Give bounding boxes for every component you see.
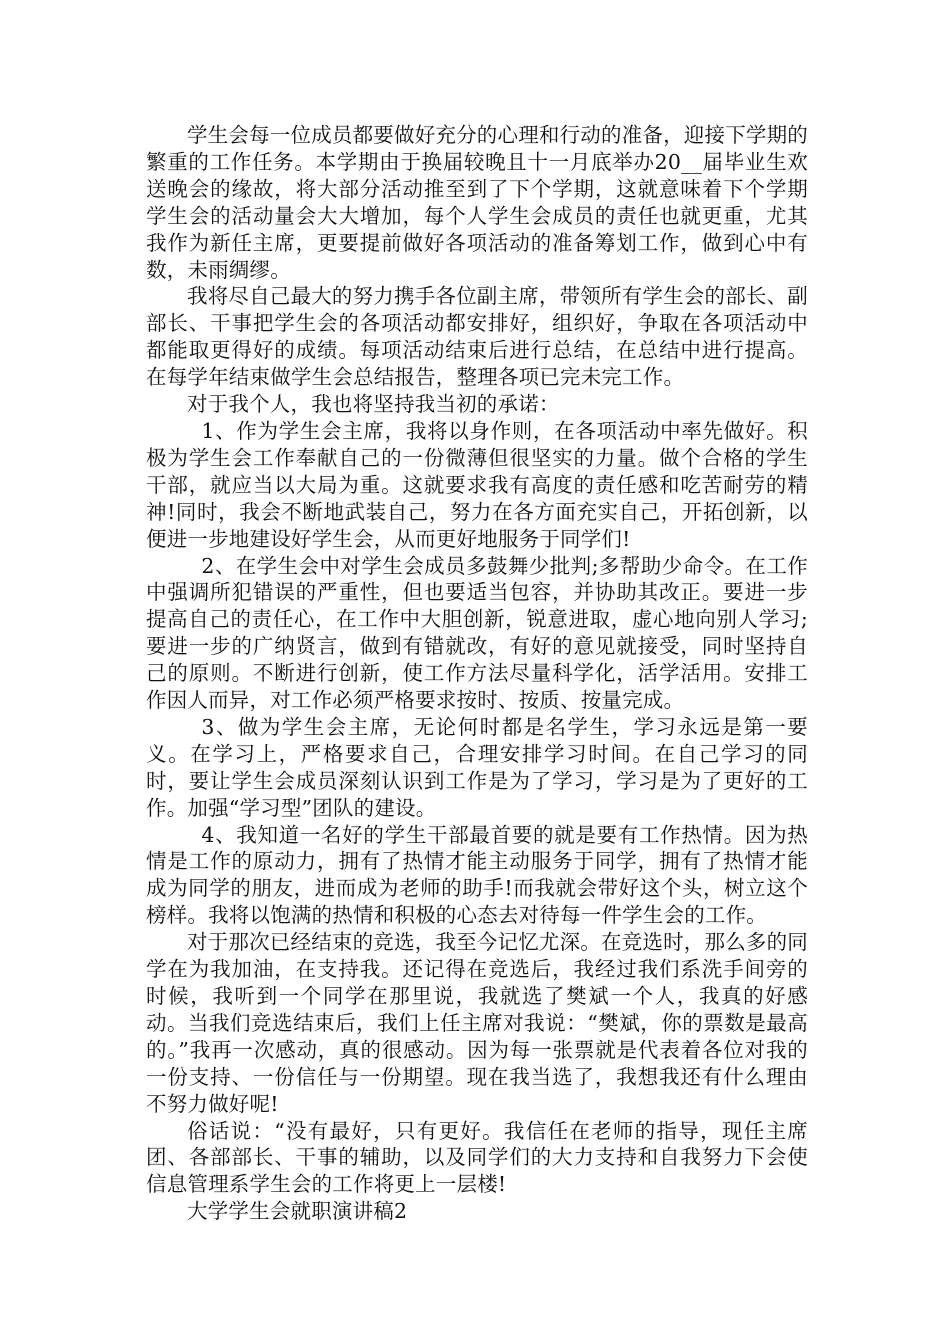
paragraph: 俗话说：“没有最好，只有更好。我信任在老师的指导，现任主席团、各部部长、干事的辅助，以及同学们的大力支持和自我努力下会使信息管理系学生会的工作将更上一层楼! <box>146 1118 808 1197</box>
list-item: 3、做为学生会主席，无论何时都是名学生，学习永远是第一要义。在学习上，严格要求自己，合理安排学习时间。在自己学习的同时，要让学生会成员深刻认识到工作是为了学习，学习是为了更好的工作。加强“学习型”团队的建设。 <box>146 714 808 820</box>
section-title: 大学学生会就职演讲稿2 <box>187 1199 408 1224</box>
list-item: 2、在学生会中对学生会成员多鼓舞少批判;多帮助少命令。在工作中强调所犯错误的严重性，但也要适当包容，并协助其改正。要进一步提高自己的责任心，在工作中大胆创新，锐意进取，虚心地向别人学习;要进一步的广纳贤言，做到有错就改，有好的意见就接受，同时坚持自己的原则。不断进行创新，使工作方法尽量科学化，活学活用。安排工作因人而异，对工作必须严格要求按时、按质、按量完成。 <box>146 553 808 713</box>
paragraph: 学生会每一位成员都要做好充分的心理和行动的准备，迎接下学期的繁重的工作任务。本学期由于换届较晚且十一月底举办20__届毕业生欢送晚会的缘故，将大部分活动推至到了下个学期，这就意味着下个学期学生会的活动量会大大增加，每个人学生会成员的责任也就更重，尤其我作为新任主席，更要提前做好各项活动的准备筹划工作，做到心中有数，未雨绸缪。 <box>146 123 808 282</box>
paragraph: 对于那次已经结束的竞选，我至今记忆尤深。在竞选时，那么多的同学在为我加油，在支持我。还记得在竞选后，我经过我们系洗手间旁的时候，我听到一个同学在那里说，我就选了樊斌一个人，我真的好感动。当我们竞选结束后，我们上任主席对我说：“樊斌，你的票数是最高的。”我再一次感动，真的很感动。因为每一张票就是代表着各位对我的一份支持、一份信任与一份期望。现在我当选了，我想我还有什么理由不努力做好呢! <box>146 930 808 1116</box>
paragraph: 我将尽自己最大的努力携手各位副主席，带领所有学生会的部长、副部长、干事把学生会的各项活动都安排好，组织好，争取在各项活动中都能取更得好的成绩。每项活动结束后进行总结，在总结中进行提高。在每学年结束做学生会总结报告，整理各项已完未完工作。 <box>146 284 808 390</box>
list-item: 4、我知道一名好的学生干部最首要的就是要有工作热情。因为热情是工作的原动力，拥有了热情才能主动服务于同学，拥有了热情才能成为同学的朋友，进而成为老师的助手!而我就会带好这个头，树立这个榜样。我将以饱满的热情和积极的心态去对待每一件学生会的工作。 <box>146 822 808 928</box>
list-item: 1、作为学生会主席，我将以身作则，在各项活动中率先做好。积极为学生会工作奉献自己的一份微薄但很坚实的力量。做个合格的学生干部，就应当以大局为重。这就要求我有高度的责任感和吃苦耐劳的精神!同时，我会不断地武装自己，努力在各方面充实自己，开拓创新，以便进一步地建设好学生会，从而更好地服务于同学们! <box>146 418 808 551</box>
document-body <box>146 122 808 1225</box>
paragraph: 对于我个人，我也将坚持我当初的承诺： <box>187 392 560 417</box>
